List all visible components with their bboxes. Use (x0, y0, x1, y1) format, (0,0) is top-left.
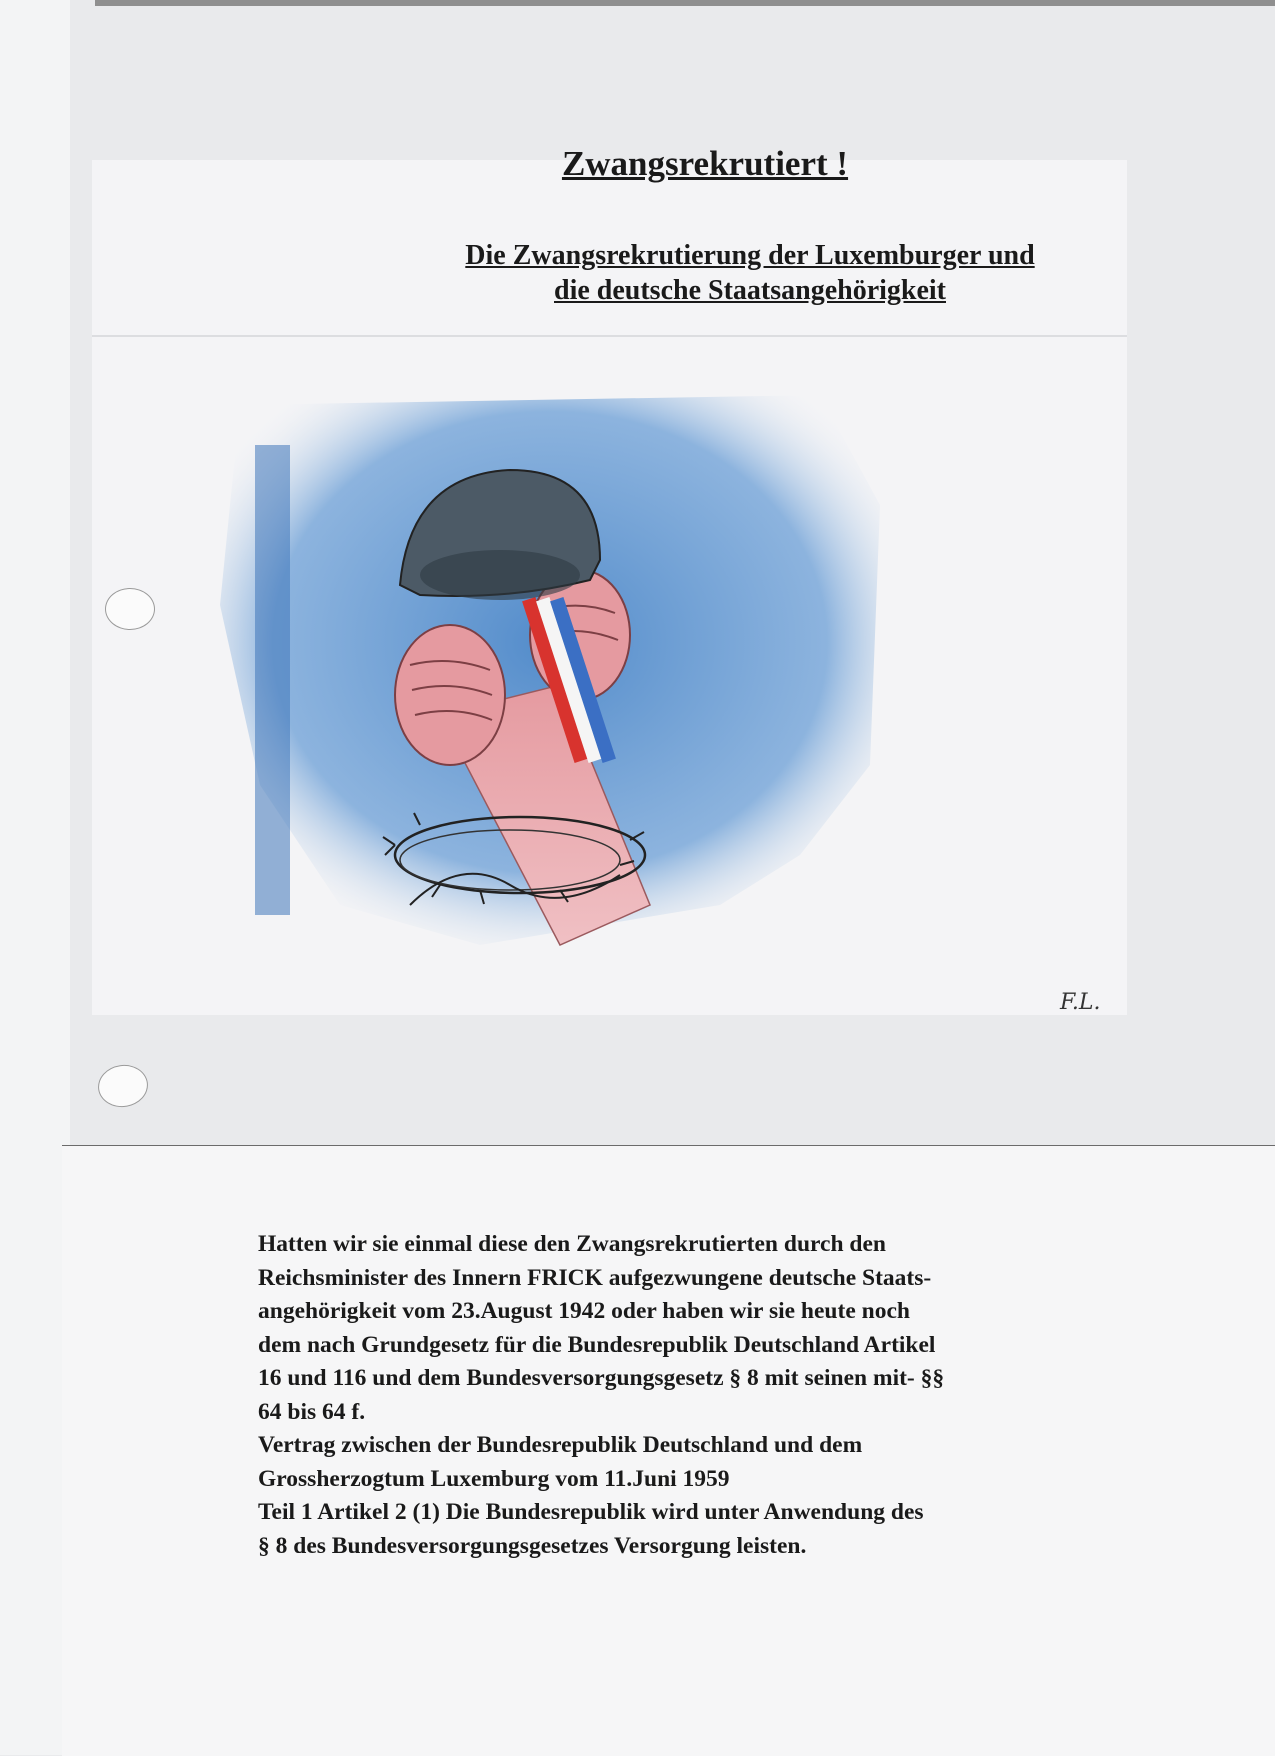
soldier-illustration (180, 385, 980, 985)
text-line: Grossherzogtum Luxemburg vom 11.Juni 1959 (258, 1465, 730, 1492)
helmet-shadow (420, 550, 580, 600)
document-title: Zwangsrekrutiert ! (561, 144, 849, 183)
blue-wash-stripe (255, 445, 290, 915)
text-line: Teil 1 Artikel 2 (1) Die Bundesrepublik wird unter Anwendung des (258, 1499, 924, 1525)
punch-hole (105, 588, 155, 630)
document-subtitle (400, 238, 1100, 308)
punch-hole (95, 1062, 150, 1111)
paper-fold (92, 335, 1127, 337)
subtitle-line: Die Zwangsrekrutierung der Luxemburger und (465, 240, 1035, 271)
subtitle-line: die deutsche Staatsangehörigkeit (554, 275, 946, 306)
scan-top-edge (95, 0, 1275, 6)
text-line: angehörigkeit vom 23.August 1942 oder haben wir sie heute noch (258, 1298, 910, 1324)
text-line: dem nach Grundgesetz für die Bundesrepublik Deutschland Artikel (258, 1331, 936, 1358)
text-line: Hatten wir sie einmal diese den Zwangsrekrutierten durch den (258, 1231, 886, 1257)
text-line: 64 bis 64 f. (258, 1398, 366, 1425)
artist-signature: F.L. (1060, 990, 1101, 1015)
text-line: 16 und 116 und dem Bundesversorgungsgesetz § 8 mit seinen mit- §§ (258, 1365, 945, 1391)
left-fist (395, 625, 505, 765)
scan-margin-left (0, 0, 70, 1755)
text-line: Vertrag zwischen der Bundesrepublik Deutschland und dem (258, 1432, 863, 1458)
text-line: § 8 des Bundesversorgungsgesetzes Versorgung leisten. (258, 1532, 807, 1559)
body-text (258, 1228, 1138, 1563)
text-line: Reichsminister des Innern FRICK aufgezwungene deutsche Staats- (258, 1264, 932, 1291)
